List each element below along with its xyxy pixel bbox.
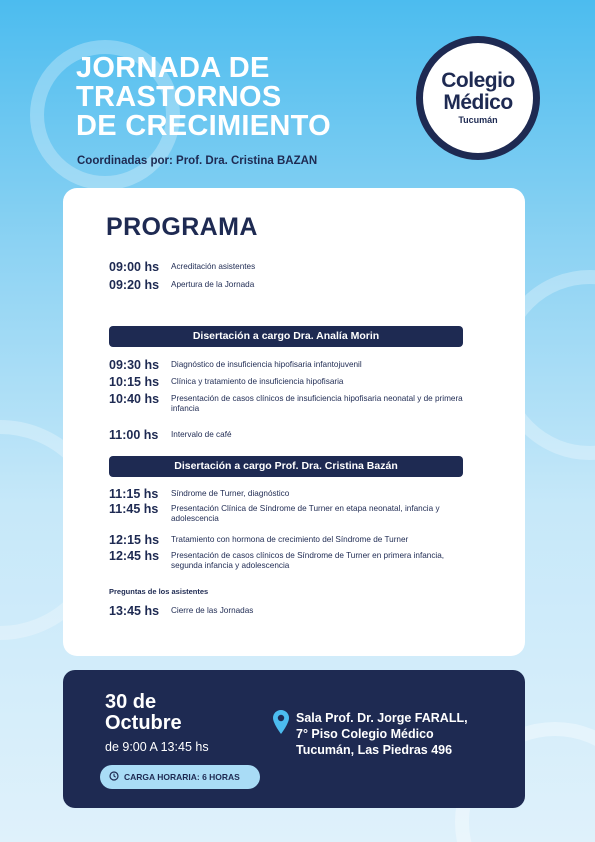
schedule-row [109, 392, 466, 414]
workload-badge [100, 765, 260, 789]
event-title [76, 54, 331, 141]
logo-line: Colegio [441, 69, 515, 92]
schedule-desc: Presentación de casos clínicos de Síndrome de Turner en primera infancia, segunda infancia y adolescencia [171, 551, 445, 570]
schedule-desc: Acreditación asistentes [171, 262, 256, 271]
schedule-time: 09:20 hs [109, 278, 160, 292]
schedule-time: 10:15 hs [109, 375, 160, 389]
schedule-row [109, 604, 466, 619]
schedule-row [109, 278, 466, 293]
schedule-desc: Tratamiento con hormona de crecimiento del Síndrome de Turner [171, 535, 409, 544]
schedule-time: 10:40 hs [109, 392, 160, 406]
logo-line: Tucumán [458, 115, 498, 125]
schedule-row [109, 358, 466, 373]
schedule-time: 09:00 hs [109, 260, 160, 274]
schedule-row [109, 549, 466, 571]
schedule-desc: Síndrome de Turner, diagnóstico [171, 489, 290, 498]
venue-line: Sala Prof. Dr. Jorge FARALL, [296, 711, 468, 725]
schedule-time: 11:00 hs [109, 428, 159, 442]
session-banner: Disertación a cargo Dra. Analía Morin [109, 326, 463, 347]
schedule-desc: Intervalo de café [171, 430, 232, 439]
schedule-desc: Clínica y tratamiento de insuficiencia hipofisaria [171, 377, 344, 386]
venue-address [296, 710, 468, 758]
schedule-row [109, 375, 466, 390]
schedule-desc: Diagnóstico de insuficiencia hipofisaria infantojuvenil [171, 360, 362, 369]
logo-line: Médico [443, 91, 513, 114]
schedule-time: 11:45 hs [109, 502, 159, 516]
schedule-desc: Cierre de las Jornadas [171, 606, 254, 615]
schedule-row [109, 487, 466, 502]
date-line: Octubre [105, 712, 182, 734]
coordinator-line: Coordinadas por: Prof. Dra. Cristina BAZAN [77, 155, 318, 167]
schedule-time: 09:30 hs [109, 358, 160, 372]
title-line: DE CRECIMIENTO [76, 110, 332, 142]
schedule-row [109, 502, 466, 524]
questions-label: Preguntas de los asistentes [109, 587, 209, 596]
venue-line: Tucumán, Las Piedras 496 [296, 743, 453, 757]
schedule-row [109, 260, 466, 275]
schedule-time: 12:45 hs [109, 549, 160, 563]
schedule-row [109, 428, 466, 443]
program-heading: PROGRAMA [106, 213, 258, 241]
venue-line: 7° Piso Colegio Médico [296, 727, 434, 741]
location-pin-icon [273, 710, 289, 739]
schedule-desc: Apertura de la Jornada [171, 280, 255, 289]
clock-icon [109, 771, 124, 783]
workload-label: CARGA HORARIA: 6 HORAS [124, 772, 240, 782]
session-banner: Disertación a cargo Prof. Dra. Cristina Bazán [109, 456, 463, 477]
event-info-footer [63, 670, 525, 808]
schedule-desc: Presentación Clínica de Síndrome de Turner en etapa neonatal, infancia y adolescencia [171, 504, 440, 523]
program-card [63, 188, 525, 656]
event-date [105, 692, 182, 734]
schedule-desc: Presentación de casos clínicos de insuficiencia hipofisaria neonatal y de primera infancia [171, 394, 463, 413]
schedule-row [109, 533, 466, 548]
title-line: JORNADA DE [76, 52, 270, 84]
event-hours: de 9:00 A 13:45 hs [105, 740, 209, 754]
title-line: TRASTORNOS [76, 81, 282, 113]
colegio-medico-logo [416, 36, 540, 160]
date-line: 30 de [105, 691, 157, 713]
schedule-time: 12:15 hs [109, 533, 160, 547]
schedule-time: 11:15 hs [109, 487, 159, 501]
schedule-time: 13:45 hs [109, 604, 160, 618]
